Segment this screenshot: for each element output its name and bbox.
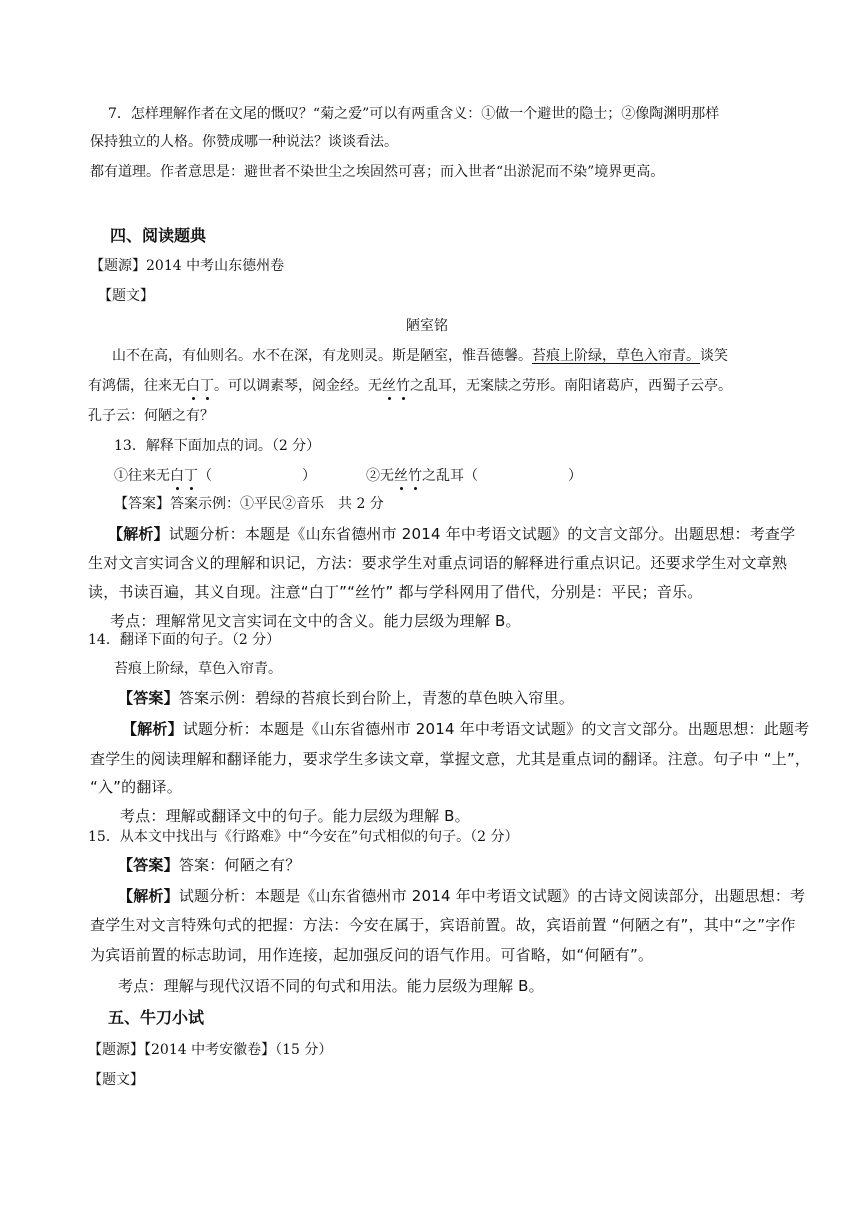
q14-sentence: 苔痕上阶绿，草色入帘青。	[114, 661, 282, 677]
source-text: 【2014 中考安徽卷】（15 分）	[144, 1042, 333, 1058]
answer-label: 【答案】	[114, 496, 170, 512]
passage-line1	[112, 346, 728, 366]
q13-kaodian: 考点：理解常见文言实词在文中的含义。能力层级为理解 B。	[110, 612, 521, 630]
q14-question: 14．翻译下面的句子。（2 分）	[88, 632, 281, 648]
section4-text-label: 【题文】	[98, 288, 154, 304]
passage-text: 之乱耳，无案牍之劳形。南阳诸葛庐，西蜀子云亭。	[410, 378, 732, 394]
section4-heading: 四、阅读题典	[110, 226, 207, 245]
section5-heading: 五、牛刀小试	[108, 1008, 205, 1027]
dotted-char: 白	[186, 378, 200, 394]
analysis-label: 【解析】	[122, 720, 183, 738]
dotted-char: 白	[170, 468, 184, 484]
dotted-char: 丝	[394, 468, 408, 484]
analysis-text: 试题分析：本题是《山东省德州市 2014 年中考语文试题》的文言文部分。出题思想：考查学	[168, 525, 796, 543]
passage-line3: 孔子云：何陋之有？	[88, 408, 214, 424]
dotted-char: 竹	[408, 468, 422, 484]
section5-text-label: 【题文】	[88, 1072, 144, 1088]
q13-analysis-line3: 读，书读百遍，其义自现。注意“白丁”“丝竹” 都与学科网用了借代，分别是：平民；音乐。	[88, 583, 703, 601]
item-text: ②无	[366, 468, 394, 484]
q13-answer	[114, 494, 384, 514]
answer-text: 答案示例：碧绿的苔痕长到台阶上，青葱的草色映入帘里。	[178, 689, 575, 707]
q13-items	[114, 466, 582, 486]
q15-analysis-line3: 为宾语前置的标志助词，用作连接，起加强反问的语气作用。可省略，如“何陋有”。	[90, 946, 654, 964]
source-label: 【题源】	[88, 1042, 144, 1058]
dotted-char: 丁	[200, 378, 214, 394]
analysis-text: 试题分析：本题是《山东省德州市 2014 年中考语文试题》的文言文部分。出题思想：此题考	[182, 720, 810, 738]
passage-text: 。可以调素琴，阅金经。无	[214, 378, 382, 394]
item-text: 之乱耳（	[422, 468, 478, 484]
passage-text: 有鸿儒，往来无	[88, 378, 186, 394]
dotted-char: 丁	[184, 468, 198, 484]
section5-source	[88, 1040, 332, 1060]
answer-text: 答案示例：①平民②音乐 共 2 分	[170, 496, 384, 512]
q15-analysis-line1	[118, 886, 805, 906]
analysis-text: 试题分析：本题是《山东省德州市 2014 年中考语文试题》的古诗文阅读部分，出题思想：考	[178, 887, 806, 905]
q14-kaodian: 考点：理解或翻译文中的句子。能力层级为理解 B。	[120, 807, 470, 825]
q7-question-line1: 7．怎样理解作者在文尾的慨叹？“菊之爱”可以有两重含义：①做一个避世的隐士；②像陶渊明那样	[108, 106, 720, 122]
q15-kaodian: 考点：理解与现代汉语不同的句式和用法。能力层级为理解 B。	[118, 977, 544, 995]
q7-question-line2: 保持独立的人格。你赞成哪一种说法？谈谈看法。	[90, 134, 398, 150]
source-label: 【题源】	[90, 258, 146, 274]
analysis-label: 【解析】	[108, 525, 169, 543]
q13-analysis-line1	[108, 524, 795, 544]
item-text: ①往来无	[114, 468, 170, 484]
answer-label: 【答案】	[118, 689, 179, 707]
q15-answer	[118, 855, 300, 875]
q13-analysis-line2: 生对文言实词含义的理解和识记，方法：要求学生对重点词语的解释进行重点识记。还要求学生对文章熟	[88, 554, 788, 572]
dotted-char: 丝	[382, 378, 396, 394]
passage-text: 谈笑	[700, 348, 728, 364]
section4-source	[90, 256, 284, 276]
passage-line2	[88, 376, 732, 396]
dotted-char: 竹	[396, 378, 410, 394]
answer-label: 【答案】	[118, 856, 179, 874]
passage-title: 陋室铭	[406, 318, 448, 334]
q14-analysis-line3: “入”的翻译。	[90, 778, 182, 796]
q15-question: 15．从本文中找出与《行路难》中“今安在”句式相似的句子。（2 分）	[88, 829, 519, 845]
q14-analysis-line1	[122, 719, 809, 739]
bracket: ）	[568, 468, 582, 484]
underlined-sentence: 苔痕上阶绿，草色入帘青。	[532, 348, 700, 364]
q14-answer	[118, 688, 574, 708]
passage-text: 山不在高，有仙则名。水不在深，有龙则灵。斯是陋室，惟吾德馨。	[112, 348, 532, 364]
q13-question: 13．解释下面加点的词。（2 分）	[114, 438, 321, 454]
bracket: （	[198, 468, 212, 484]
answer-text: 答案：何陋之有？	[178, 856, 301, 874]
q7-answer: 都有道理。作者意思是：避世者不染世尘之埃固然可喜；而入世者“出淤泥而不染”境界更高。	[90, 164, 665, 180]
bracket: ）	[302, 468, 316, 484]
analysis-label: 【解析】	[118, 887, 179, 905]
q15-analysis-line2: 查学生对文言特殊句式的把握：方法：今安在属于，宾语前置。故，宾语前置 “何陋之有”，其中“之”字作	[90, 916, 796, 934]
source-text: 2014 中考山东德州卷	[146, 258, 285, 274]
q14-analysis-line2: 查学生的阅读理解和翻译能力，要求学生多读文章，掌握文意，尤其是重点词的翻译。注意。句子中 “上”，	[90, 750, 811, 768]
